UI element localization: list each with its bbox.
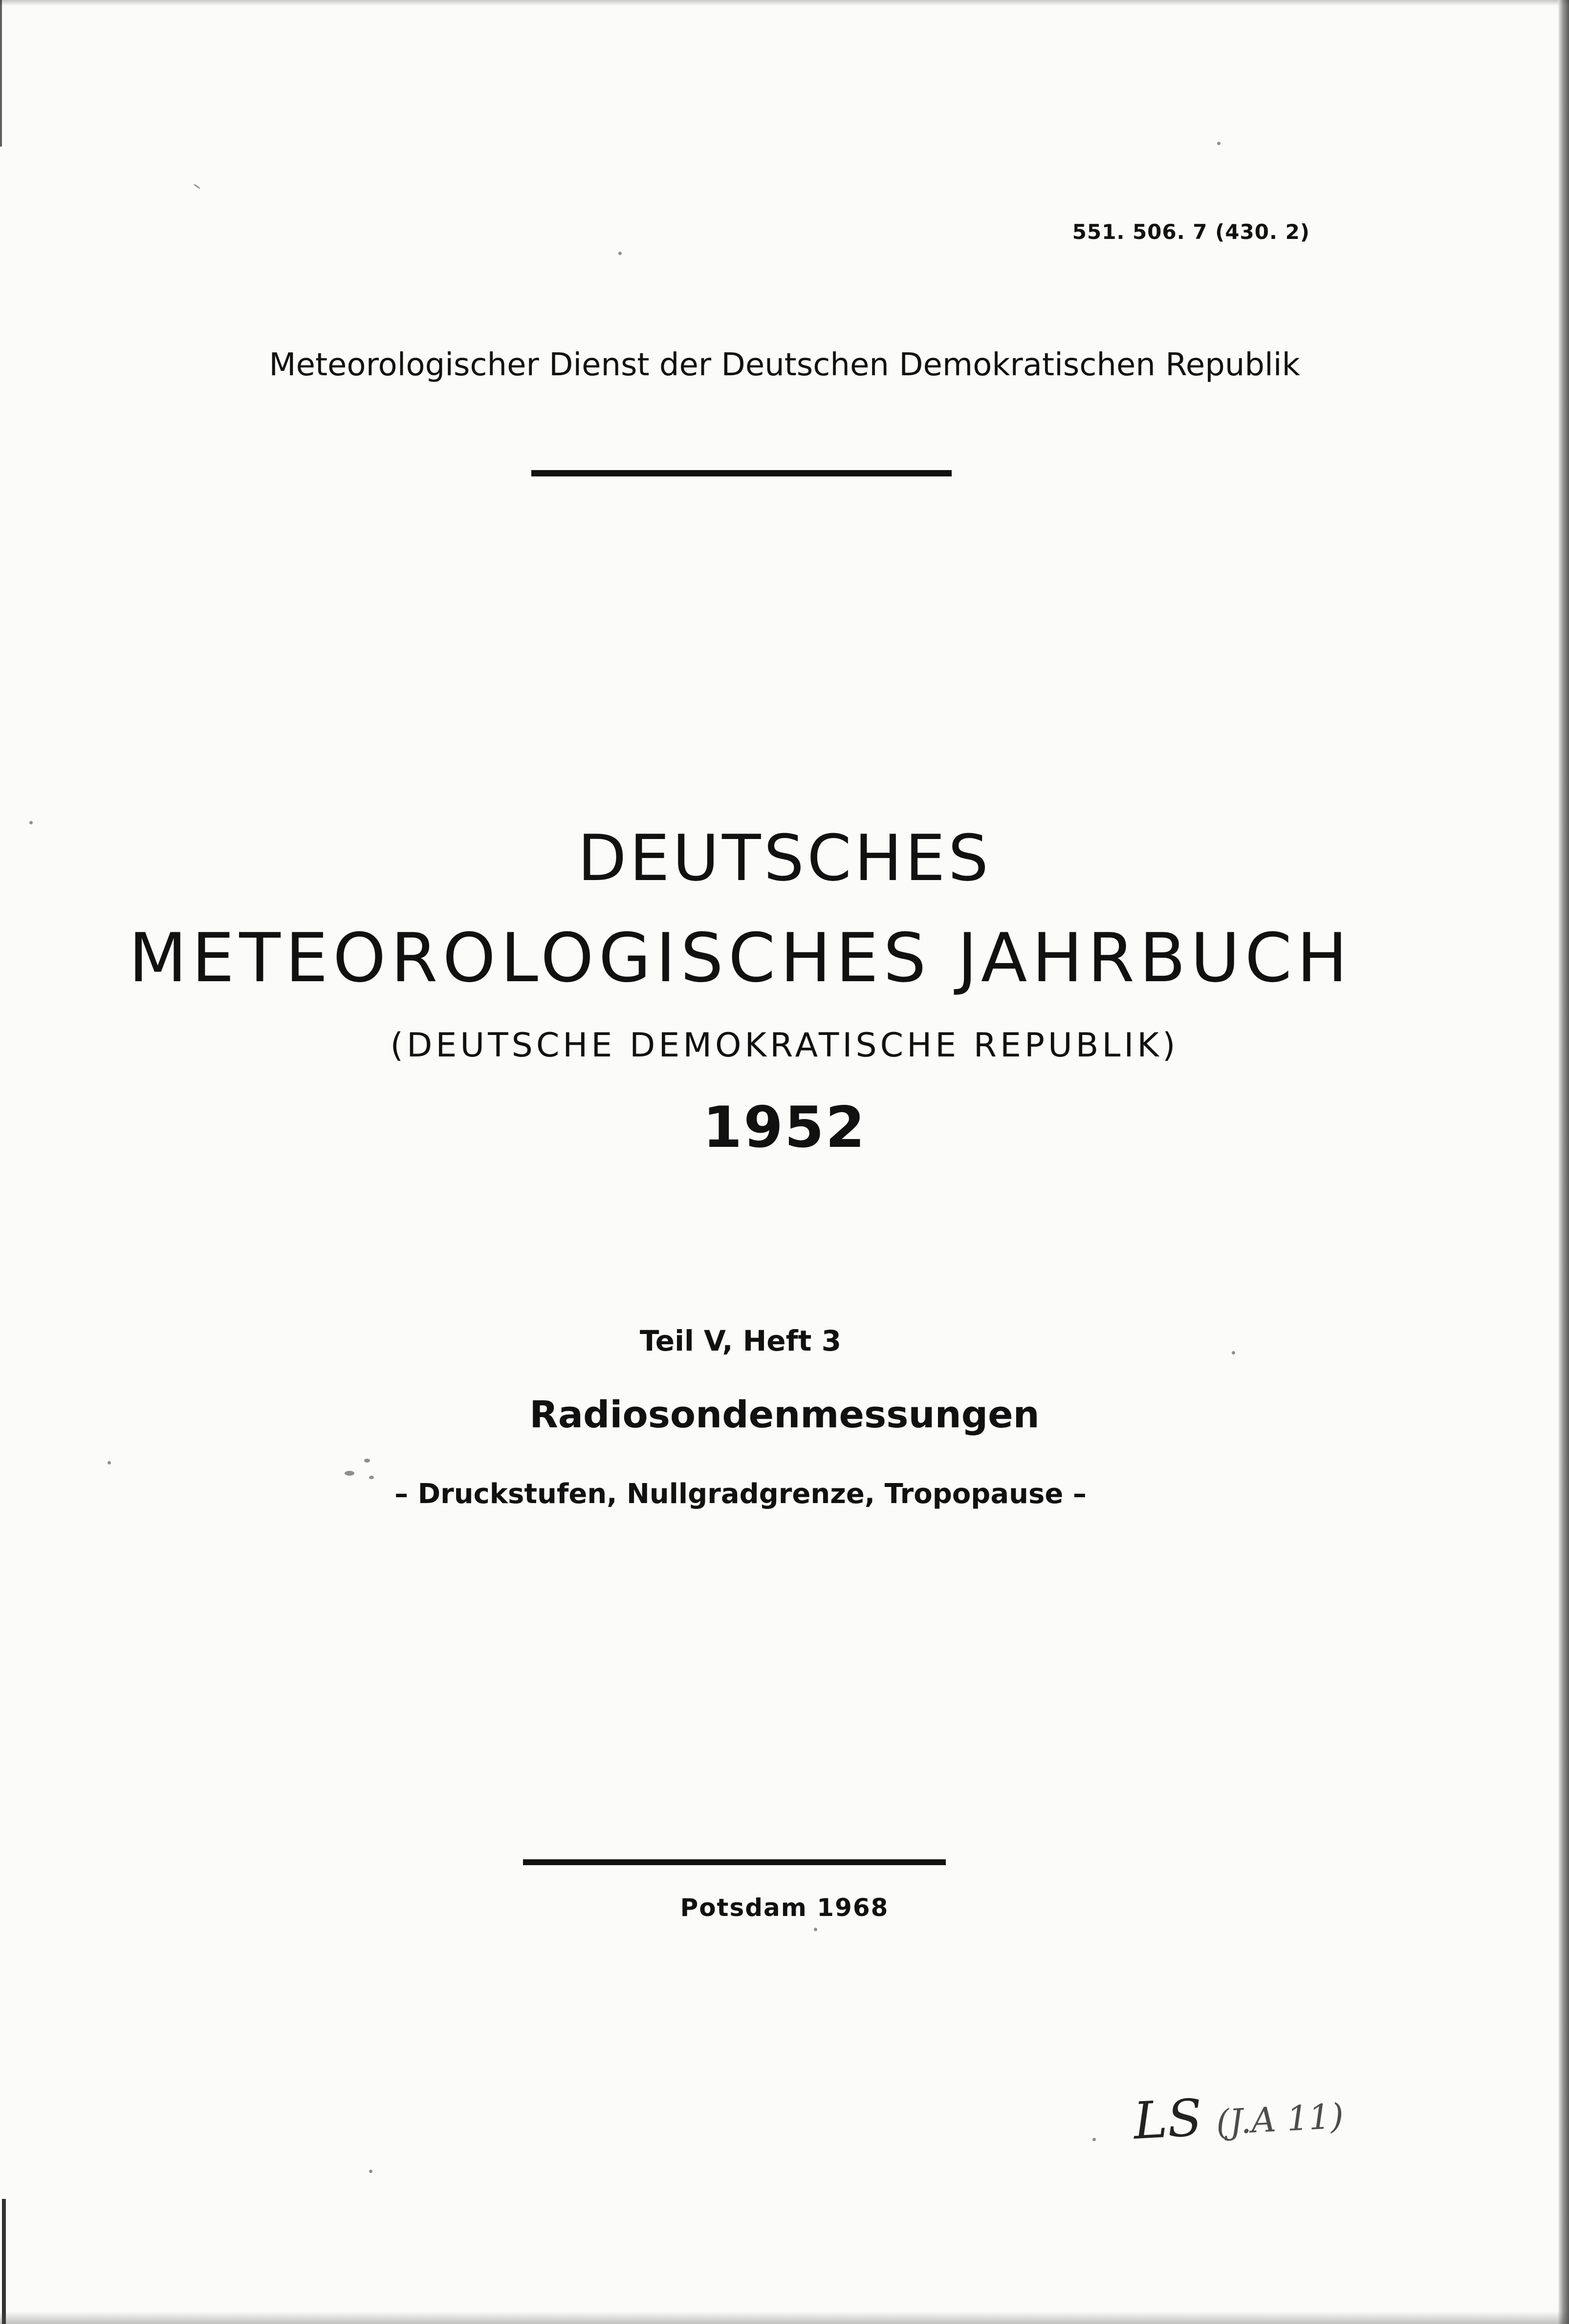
scan-top-edge xyxy=(0,0,1569,6)
scan-speck xyxy=(345,1471,354,1476)
scan-speck xyxy=(369,1476,374,1479)
country-subtitle: (DEUTSCHE DEMOKRATISCHE REPUBLIK) xyxy=(390,1026,1179,1065)
classification-code: 551. 506. 7 (430. 2) xyxy=(1072,220,1310,244)
scan-speck xyxy=(369,2170,372,2173)
shelf-mark-code: (J.A 11) xyxy=(1215,2096,1345,2143)
scan-speck xyxy=(29,821,33,824)
scan-speck xyxy=(814,1928,817,1931)
scan-speck xyxy=(108,1461,111,1464)
scan-left-edge-bottom xyxy=(2,2199,6,2324)
publisher-line: Meteorologischer Dienst der Deutschen Demokratischen Republik xyxy=(269,347,1300,383)
handwritten-shelf-mark xyxy=(1132,2077,1410,2174)
scan-speck xyxy=(618,252,622,255)
title-line-2: METEOROLOGISCHES JAHRBUCH xyxy=(129,919,1352,997)
top-divider xyxy=(531,470,952,476)
scan-speck xyxy=(194,184,201,190)
scan-bottom-edge xyxy=(0,2311,1569,2324)
scan-left-edge-top xyxy=(0,0,2,147)
publication-year: 1952 xyxy=(702,1095,867,1161)
shelf-mark-main: LS xyxy=(1132,2087,1204,2151)
scan-speck xyxy=(1092,2138,1096,2141)
bottom-divider xyxy=(523,1859,946,1865)
title-line-1: DEUTSCHES xyxy=(577,821,992,895)
part-and-issue: Teil V, Heft 3 xyxy=(639,1324,842,1357)
scan-speck xyxy=(1232,1351,1235,1355)
series-subtitle: – Druckstufen, Nullgradgrenze, Tropopause – xyxy=(394,1478,1087,1510)
place-and-date: Potsdam 1968 xyxy=(680,1894,889,1922)
scan-speck xyxy=(1217,142,1220,145)
scan-speck xyxy=(364,1459,370,1463)
series-title: Radiosondenmessungen xyxy=(529,1393,1040,1436)
